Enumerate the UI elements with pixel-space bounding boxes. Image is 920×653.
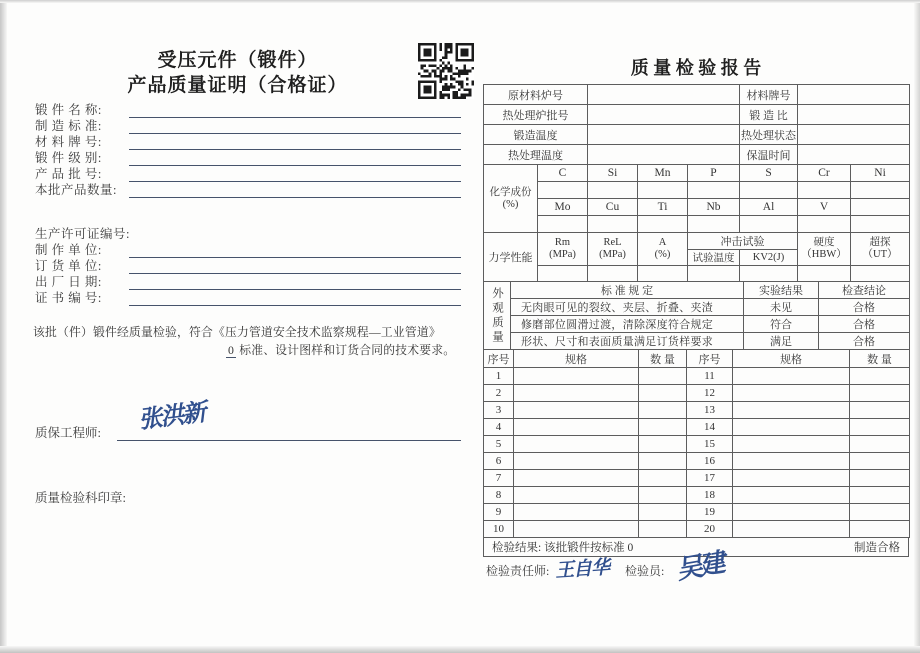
chem-element <box>851 199 910 216</box>
appearance-conclusion: 合格 <box>819 316 910 333</box>
row-index: 5 <box>484 436 514 453</box>
chem-element: Cr <box>798 165 851 182</box>
info-value-blank <box>588 85 740 105</box>
list-header-quantity: 数 量 <box>850 350 910 368</box>
row-index: 7 <box>484 470 514 487</box>
appearance-row-grinding <box>484 316 910 333</box>
field-label: 本批产品数量: <box>35 183 117 197</box>
field-label: 锻 件 名 称: <box>35 103 102 117</box>
quantity-blank <box>639 487 687 504</box>
row-index: 4 <box>484 419 514 436</box>
info-label: 热处理状态 <box>740 125 798 145</box>
chem-value-blank <box>740 182 798 199</box>
row-index: 14 <box>687 419 733 436</box>
chem-value-blank <box>638 182 688 199</box>
mech-col-elongation <box>638 233 688 266</box>
quantity-blank <box>850 419 910 436</box>
info-value-blank <box>798 125 910 145</box>
mech-value-blank <box>798 266 851 282</box>
chem-element: P <box>688 165 740 182</box>
info-value-blank <box>798 145 910 165</box>
examiner-signature: 吴建 <box>674 548 725 585</box>
statement-line1: 该批（件）锻件经质量检验，符合《压力管道安全技术监察规程—工业管道》 <box>33 325 441 339</box>
info-row-heat-treatment-batch <box>484 105 910 125</box>
certificate-title-line1: 受压元件（锻件） <box>157 50 318 71</box>
field-label: 制 造 标 准: <box>35 119 102 133</box>
field-label: 出 厂 日 期: <box>35 275 102 289</box>
examiner-label: 检验员: <box>625 564 665 578</box>
spec-blank <box>514 436 639 453</box>
appearance-result: 符合 <box>744 316 819 333</box>
quantity-blank <box>850 504 910 521</box>
info-label: 原材料炉号 <box>484 85 588 105</box>
quantity-blank <box>639 504 687 521</box>
chem-element: Nb <box>688 199 740 216</box>
qr-code <box>418 43 474 99</box>
quantity-blank <box>639 368 687 385</box>
blank-underline <box>129 259 461 274</box>
field-label: 生产许可证编号: <box>35 227 130 241</box>
row-index: 19 <box>687 504 733 521</box>
mech-header-row-1 <box>484 233 910 250</box>
appearance-row-cracks <box>484 299 910 316</box>
chem-value-blank <box>688 216 740 233</box>
row-index: 17 <box>687 470 733 487</box>
quantity-blank <box>639 419 687 436</box>
spec-blank <box>733 521 850 538</box>
chem-element: Mo <box>538 199 588 216</box>
mech-impact-temp-header: 试验温度 <box>688 250 740 266</box>
spec-blank <box>733 453 850 470</box>
page-edge-bottom <box>0 646 920 653</box>
statement-standard-blank: 0 <box>228 343 235 357</box>
list-row <box>484 521 910 538</box>
field-label: 产 品 批 号: <box>35 167 102 181</box>
mech-section-label: 力学性能 <box>484 233 538 282</box>
spec-blank <box>733 419 850 436</box>
blank-underline <box>129 243 461 258</box>
quantity-blank <box>639 402 687 419</box>
quantity-blank <box>850 453 910 470</box>
info-row-heat-number <box>484 85 910 105</box>
chem-header-row-1 <box>484 165 910 182</box>
chem-value-blank <box>588 182 638 199</box>
quantity-blank <box>850 436 910 453</box>
mech-rm-unit: (MPa) <box>549 249 576 260</box>
quantity-blank <box>850 368 910 385</box>
qa-engineer-row <box>35 423 461 441</box>
appearance-conclusion: 合格 <box>819 299 910 316</box>
inspection-result-text: 检验结果: 该批锻件按标准 0 <box>492 542 634 554</box>
mech-value-blank <box>740 266 798 282</box>
chem-value-blank <box>538 216 588 233</box>
info-label: 锻 造 比 <box>740 105 798 125</box>
info-value-blank <box>798 105 910 125</box>
spec-blank <box>733 470 850 487</box>
chem-label-unit: (%) <box>502 198 519 210</box>
chem-value-row-1 <box>484 182 910 199</box>
page-edge-top <box>0 0 920 3</box>
list-row <box>484 402 910 419</box>
mech-a-symbol: A <box>658 237 667 248</box>
spec-blank <box>514 453 639 470</box>
mech-value-blank <box>638 266 688 282</box>
blank-underline <box>129 103 461 118</box>
appearance-header-row <box>484 282 910 299</box>
chem-element: C <box>538 165 588 182</box>
quantity-blank <box>850 470 910 487</box>
list-header-index: 序号 <box>484 350 514 368</box>
chem-value-blank <box>740 216 798 233</box>
quantity-blank <box>639 385 687 402</box>
appearance-table <box>483 281 910 350</box>
blank-underline <box>129 183 461 198</box>
quantity-blank <box>850 521 910 538</box>
row-index: 3 <box>484 402 514 419</box>
row-index: 13 <box>687 402 733 419</box>
info-row-forging-temperature <box>484 125 910 145</box>
appearance-header-result: 实验结果 <box>744 282 819 299</box>
field-label: 锻 件 级 别: <box>35 151 102 165</box>
row-index: 12 <box>687 385 733 402</box>
blank-underline <box>129 151 461 166</box>
chem-element: S <box>740 165 798 182</box>
mech-rel-symbol: ReL <box>603 237 622 248</box>
inspector-label: 检验责任师: <box>486 564 550 578</box>
field-label: 材 料 牌 号: <box>35 135 102 149</box>
mech-ut-label: 超探 <box>869 237 891 248</box>
mech-rel-unit: (MPa) <box>599 249 626 260</box>
field-label: 证 书 编 号: <box>35 291 102 305</box>
appearance-row-shape <box>484 333 910 350</box>
quantity-blank <box>639 453 687 470</box>
chem-element: Ti <box>638 199 688 216</box>
info-label: 热处理炉批号 <box>484 105 588 125</box>
statement-line2 <box>33 341 461 359</box>
appearance-spec: 形状、尺寸和表面质量满足订货样要求 <box>511 333 744 350</box>
chem-element: Mn <box>638 165 688 182</box>
chem-element: V <box>798 199 851 216</box>
appearance-conclusion: 合格 <box>819 333 910 350</box>
mech-col-rel <box>588 233 638 266</box>
spec-quantity-table <box>483 349 910 538</box>
row-index: 2 <box>484 385 514 402</box>
inspector-signature: 王自华 <box>554 557 610 582</box>
spec-blank <box>733 504 850 521</box>
mech-value-blank <box>851 266 910 282</box>
statement-line2-text: 标准、设计图样和订货合同的技术要求。 <box>236 343 456 357</box>
row-index: 6 <box>484 453 514 470</box>
appearance-section-label: 外观质量 <box>484 282 511 350</box>
spec-blank <box>514 402 639 419</box>
chem-value-blank <box>851 182 910 199</box>
list-row <box>484 368 910 385</box>
row-index: 20 <box>687 521 733 538</box>
spec-blank <box>514 504 639 521</box>
info-label: 热处理温度 <box>484 145 588 165</box>
chem-element: Ni <box>851 165 910 182</box>
quantity-blank <box>639 470 687 487</box>
row-index: 9 <box>484 504 514 521</box>
chem-value-blank <box>798 216 851 233</box>
info-label: 保温时间 <box>740 145 798 165</box>
field-batch-quantity <box>35 182 461 198</box>
list-row <box>484 419 910 436</box>
chem-header-row-2 <box>484 199 910 216</box>
quantity-blank <box>850 402 910 419</box>
appearance-result: 满足 <box>744 333 819 350</box>
certificate-title <box>30 48 445 98</box>
info-label: 材料牌号 <box>740 85 798 105</box>
row-index: 16 <box>687 453 733 470</box>
report-tables <box>483 84 909 557</box>
list-row <box>484 504 910 521</box>
blank-underline <box>129 291 461 306</box>
mech-col-rm <box>538 233 588 266</box>
blank-underline <box>129 167 461 182</box>
list-row <box>484 436 910 453</box>
chem-value-blank <box>638 216 688 233</box>
chem-element: Al <box>740 199 798 216</box>
spec-blank <box>733 368 850 385</box>
row-index: 15 <box>687 436 733 453</box>
field-label: 制 作 单 位: <box>35 243 102 257</box>
manufacturer-fields <box>35 226 461 306</box>
appearance-spec: 无肉眼可见的裂纹、夹层、折叠、夹渣 <box>511 299 744 316</box>
list-header-spec: 规格 <box>514 350 639 368</box>
spec-blank <box>514 487 639 504</box>
spec-blank <box>514 385 639 402</box>
spec-blank <box>733 436 850 453</box>
field-label: 订 货 单 位: <box>35 259 102 273</box>
row-index: 1 <box>484 368 514 385</box>
conformity-statement <box>33 323 461 359</box>
chem-value-row-2 <box>484 216 910 233</box>
spec-blank <box>514 470 639 487</box>
mech-col-ut <box>851 233 910 266</box>
list-row <box>484 385 910 402</box>
appearance-spec: 修磨部位圆滑过渡，清除深度符合规定 <box>511 316 744 333</box>
mech-a-unit: (%) <box>654 249 671 260</box>
certificate-title-line2: 产品质量证明（合格证） <box>127 75 348 96</box>
blank-underline <box>129 135 461 150</box>
row-index: 10 <box>484 521 514 538</box>
mech-value-blank <box>688 266 740 282</box>
appearance-header-conclusion: 检查结论 <box>819 282 910 299</box>
mech-value-row <box>484 266 910 282</box>
spec-blank <box>733 487 850 504</box>
mech-impact-kv-header: KV2(J) <box>740 250 798 266</box>
info-value-blank <box>588 125 740 145</box>
qa-engineer-label: 质保工程师: <box>35 426 101 440</box>
spec-blank <box>733 385 850 402</box>
quantity-blank <box>639 436 687 453</box>
blank-underline <box>129 119 461 134</box>
quantity-blank <box>850 487 910 504</box>
mech-value-blank <box>538 266 588 282</box>
info-value-blank <box>588 105 740 125</box>
info-row-heat-treatment-temperature <box>484 145 910 165</box>
list-header-index: 序号 <box>687 350 733 368</box>
chem-value-blank <box>538 182 588 199</box>
list-header-quantity: 数 量 <box>639 350 687 368</box>
qa-engineer-signature: 张洪新 <box>137 400 206 434</box>
blank-underline <box>129 275 461 290</box>
spec-blank <box>514 419 639 436</box>
spec-blank <box>514 521 639 538</box>
spec-blank <box>514 368 639 385</box>
quantity-blank <box>639 521 687 538</box>
field-certificate-number <box>35 290 461 306</box>
mech-hardness-label: 硬度 <box>813 237 835 248</box>
report-title: 质 量 检 验 报 告 <box>630 58 762 78</box>
appearance-header-spec: 标 准 规 定 <box>511 282 744 299</box>
row-index: 8 <box>484 487 514 504</box>
blank-space <box>157 228 461 242</box>
chem-value-blank <box>851 216 910 233</box>
chem-element: Cu <box>588 199 638 216</box>
info-value-blank <box>798 85 910 105</box>
product-fields <box>35 102 461 198</box>
spec-blank <box>733 402 850 419</box>
chem-value-blank <box>688 182 740 199</box>
list-row <box>484 453 910 470</box>
appearance-result: 未见 <box>744 299 819 316</box>
chem-label-text: 化学成份 <box>489 186 532 198</box>
page-edge-left <box>0 0 7 653</box>
mech-hardness-unit: （HBW） <box>801 249 847 260</box>
info-chem-mech-table <box>483 84 910 282</box>
list-header-row <box>484 350 910 368</box>
chem-section-label <box>484 165 538 233</box>
mech-rm-symbol: Rm <box>554 237 571 248</box>
list-header-spec: 规格 <box>733 350 850 368</box>
chem-value-blank <box>588 216 638 233</box>
info-value-blank <box>588 145 740 165</box>
info-label: 锻造温度 <box>484 125 588 145</box>
inspection-seal-label: 质量检验科印章: <box>35 491 126 505</box>
mech-value-blank <box>588 266 638 282</box>
mech-col-hardness <box>798 233 851 266</box>
page-edge-right <box>914 0 920 653</box>
list-row <box>484 470 910 487</box>
manufacture-qualified-text: 制造合格 <box>854 542 900 554</box>
mech-ut-unit: （UT） <box>862 249 898 260</box>
chem-value-blank <box>798 182 851 199</box>
mech-impact-header: 冲击试验 <box>688 233 798 250</box>
list-row <box>484 487 910 504</box>
row-index: 11 <box>687 368 733 385</box>
chem-element: Si <box>588 165 638 182</box>
row-index: 18 <box>687 487 733 504</box>
quantity-blank <box>850 385 910 402</box>
